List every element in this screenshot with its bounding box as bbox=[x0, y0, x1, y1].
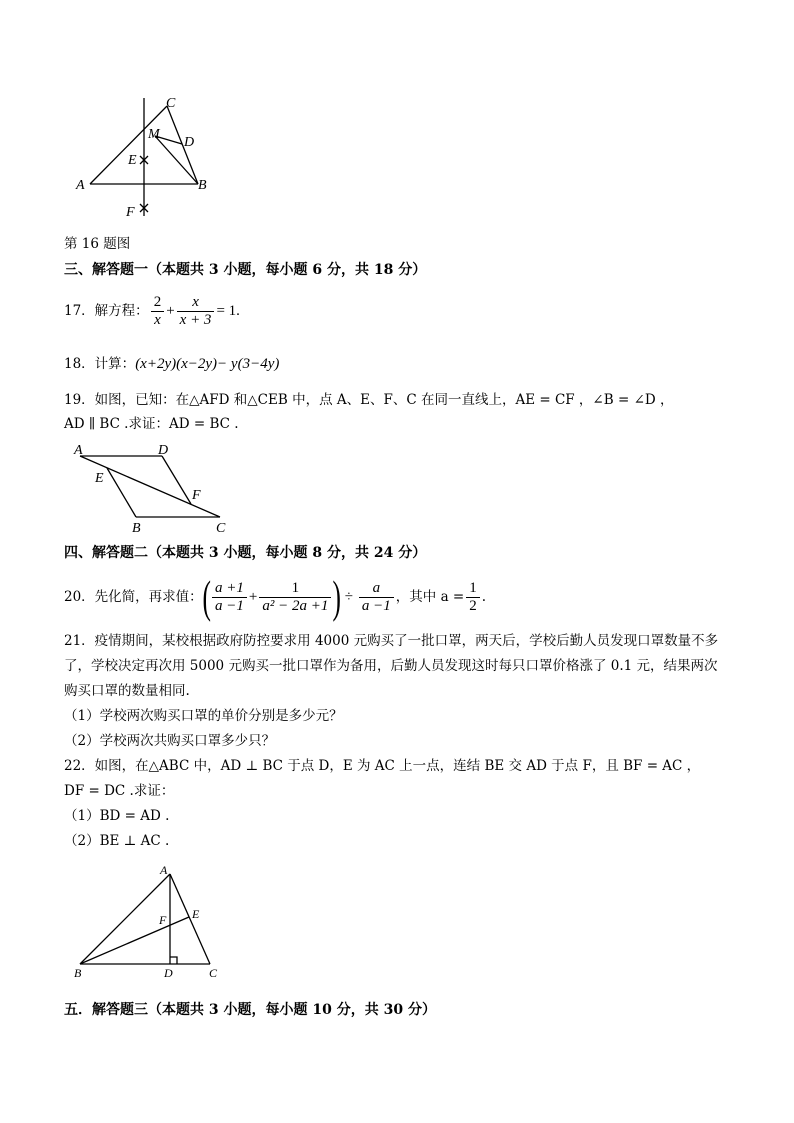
q20-value-fraction bbox=[466, 580, 480, 615]
q18-prefix: 18．计算： bbox=[64, 356, 136, 372]
fig16-label-e: E bbox=[128, 153, 137, 168]
q20-left-paren: ( bbox=[202, 571, 211, 622]
fig22-label-e: E bbox=[192, 907, 200, 921]
q21-sub1: （1）学校两次购买口罩的单价分别是多少元？ bbox=[64, 708, 343, 724]
q19-line2: AD ∥ BC .求证：AD = BC . bbox=[64, 416, 239, 432]
q17-rhs: = 1. bbox=[216, 303, 240, 319]
figure-22 bbox=[70, 860, 230, 980]
fig22-line-ac bbox=[170, 874, 210, 964]
q20-divide: ÷ bbox=[344, 589, 353, 605]
q20-fraction-1 bbox=[212, 580, 247, 615]
q22-sub1: （1）BD = AD . bbox=[64, 808, 170, 824]
q20-right-paren: ) bbox=[332, 571, 342, 622]
q20-f1-den: a −1 bbox=[215, 597, 244, 614]
fig16-label-a: A bbox=[76, 178, 85, 193]
q19-line1: 19．如图，已知：在△AFD 和△CEB 中，点 A、E、F、C 在同一直线上，AE = CF ，∠B = ∠D ， bbox=[64, 392, 674, 408]
fig16-line-ac bbox=[90, 106, 167, 184]
q20-f1-num: a +1 bbox=[212, 580, 247, 598]
figure-16 bbox=[70, 92, 220, 224]
fig19-label-d: D bbox=[158, 443, 169, 458]
fig22-line-ab bbox=[80, 874, 170, 964]
q20-value-den: 2 bbox=[469, 597, 477, 614]
fig22-label-b: B bbox=[74, 966, 82, 980]
q22-line2: DF = DC .求证： bbox=[64, 783, 175, 799]
fig16-label-f: F bbox=[126, 205, 135, 220]
q17-num1: 2 bbox=[151, 294, 165, 312]
q22-sub2: （2）BE ⊥ AC . bbox=[64, 833, 170, 849]
q20 bbox=[64, 571, 487, 622]
q18-expression: (x+2y)(x−2y)− y(3−4y) bbox=[135, 356, 280, 372]
q17-num2: x bbox=[177, 294, 215, 312]
fig22-label-d: D bbox=[164, 966, 173, 980]
fig19-label-b: B bbox=[132, 521, 141, 536]
section3-heading: 三、解答题一（本题共 3 小题，每小题 6 分，共 18 分） bbox=[64, 262, 427, 278]
fig19-line-ac bbox=[80, 456, 220, 517]
q17-fraction-1 bbox=[151, 294, 165, 329]
q22-line1: 22．如图，在△ABC 中，AD ⊥ BC 于点 D，E 为 AC 上一点，连结 BE 交 AD 于点 F，且 BF = AC ， bbox=[64, 758, 701, 774]
fig22-right-angle-mark bbox=[170, 957, 177, 964]
q21-line2: 了，学校决定再次用 5000 元购买一批口罩作为备用，后勤人员发现这时每只口罩价格涨了 0.1 元，结果两次 bbox=[64, 658, 718, 674]
q17-plus: + bbox=[166, 303, 175, 319]
fig16-label-c: C bbox=[166, 96, 176, 111]
fig22-label-f: F bbox=[159, 913, 167, 927]
section5-heading: 五．解答题三（本题共 3 小题，每小题 10 分，共 30 分） bbox=[64, 1002, 436, 1018]
fig16-label-d: D bbox=[184, 135, 195, 150]
fig19-label-a: A bbox=[74, 443, 83, 458]
fig22-label-c: C bbox=[209, 966, 218, 980]
section4-heading: 四、解答题二（本题共 3 小题，每小题 8 分，共 24 分） bbox=[64, 545, 427, 561]
q17-fraction-2 bbox=[177, 294, 215, 329]
fig19-label-c: C bbox=[216, 521, 226, 536]
q20-f2-num: 1 bbox=[259, 580, 331, 598]
fig16-caption: 第 16 题图 bbox=[64, 236, 131, 252]
q20-f3-num: a bbox=[359, 580, 394, 598]
q17 bbox=[64, 294, 240, 329]
q21-line1: 21．疫情期间，某校根据政府防控要求用 4000 元购买了一批口罩，两天后，学校后勤人员发现口罩数量不多 bbox=[64, 633, 719, 649]
fig19-line-eb bbox=[107, 468, 136, 517]
fig16-label-b: B bbox=[198, 178, 207, 193]
q20-prefix: 20．先化简，再求值： bbox=[64, 589, 203, 605]
q20-value-num: 1 bbox=[466, 580, 480, 598]
q20-mid-text: ，其中 a = bbox=[395, 589, 465, 605]
figure-19 bbox=[70, 440, 240, 536]
q20-plus: + bbox=[248, 589, 258, 605]
fig19-label-e: E bbox=[95, 471, 104, 486]
q17-prefix: 17．解方程： bbox=[64, 303, 149, 319]
q17-den1: x bbox=[154, 312, 161, 328]
fig19-label-f: F bbox=[192, 488, 201, 503]
q20-fraction-2 bbox=[259, 580, 331, 615]
fig19-line-fd bbox=[162, 456, 191, 504]
q20-end: . bbox=[481, 589, 487, 605]
q21-sub2: （2）学校两次共购买口罩多少只？ bbox=[64, 733, 276, 749]
q21-line3: 购买口罩的数量相同. bbox=[64, 683, 190, 699]
fig22-label-a: A bbox=[160, 863, 168, 877]
q18 bbox=[64, 354, 279, 374]
q20-fraction-3 bbox=[359, 580, 394, 615]
q20-f3-den: a −1 bbox=[361, 597, 391, 614]
q17-den2: x + 3 bbox=[179, 312, 212, 328]
q20-f2-den: a² − 2a +1 bbox=[262, 597, 329, 614]
fig16-label-m: M bbox=[148, 127, 160, 142]
